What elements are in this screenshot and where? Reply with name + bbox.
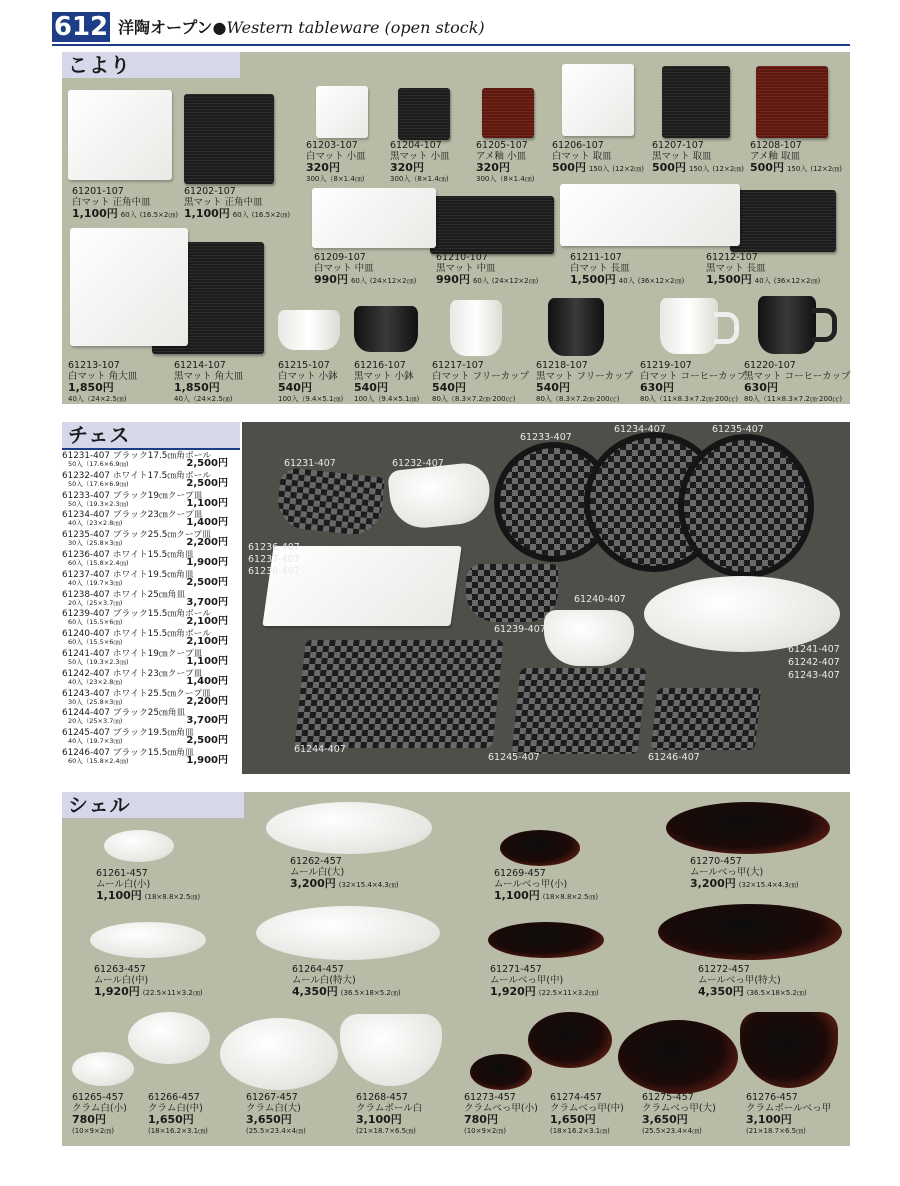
chess-list-code: 61241-407 (62, 649, 110, 659)
photo-label-61242: 61242-407 (788, 657, 840, 668)
product-image-61213 (70, 228, 188, 346)
chess-list-row (62, 531, 228, 547)
product-image-61208 (756, 66, 828, 138)
caption-61213: 61213-107 白マット 角大皿 1,850円 40入（24×2.5㎝) (68, 360, 138, 403)
chess-list-code: 61237-407 (62, 569, 110, 580)
photo-label-61237: 61237-407 (248, 554, 300, 565)
photo-label-61236: 61236-407 (248, 542, 300, 553)
chess-list-code: 61246-407 (62, 748, 110, 758)
header-rule (52, 44, 850, 46)
chess-list-row (62, 749, 228, 765)
product-image-61219 (660, 298, 718, 354)
chess-list-qty: 40入（23×2.8㎝) (68, 677, 123, 686)
chess-list-code: 61245-407 (62, 728, 110, 739)
product-image-61273 (470, 1054, 532, 1090)
chess-list-code: 61243-407 (62, 688, 110, 699)
product-image-61272 (658, 904, 842, 960)
caption-61212: 61212-107 黒マット 長皿 1,500円 40入 (36×12×2㎝) (706, 252, 821, 286)
caption-61273: 61273-457 クラムべっ甲(小) 780円 (10×9×2㎝) (464, 1092, 538, 1135)
chess-list-name: ブラック15.5㎝角皿 (112, 748, 194, 758)
caption-61274: 61274-457 クラムべっ甲(中) 1,650円 (18×16.2×3.1㎝) (550, 1092, 624, 1135)
caption-61263: 61263-457 ムール白(中) 1,920円 (22.5×11×3.2㎝) (94, 964, 203, 998)
chess-list-name: ブラック15.5㎝角ボール (112, 609, 212, 620)
chess-list-qty: 40入（23×2.8㎝) (68, 519, 123, 528)
chess-list-price: 2,500円 (186, 477, 228, 489)
chess-list-qty: 50入（17.6×6.9㎝) (68, 479, 129, 488)
caption-61204: 61204-107 黒マット 小皿 320円 300入（8×1.4㎝) (390, 140, 450, 183)
caption-61202: 61202-107 黒マット 正角中皿 1,100円 60入 (16.5×2㎝) (184, 186, 291, 220)
photo-label-61241: 61241-407 (788, 644, 840, 655)
product-image-61271 (488, 922, 604, 958)
caption-61207: 61207-107 黒マット 取皿 500円 150入 (12×2㎝) (652, 140, 745, 174)
chess-list-qty: 60入（15.5×6㎝) (68, 618, 123, 627)
chess-list-price: 2,100円 (186, 636, 228, 648)
chess-list-price: 1,400円 (186, 517, 228, 529)
caption-61211: 61211-107 白マット 長皿 1,500円 40入 (36×12×2㎝) (570, 252, 685, 286)
product-image-61217 (450, 300, 502, 356)
photo-label-61235: 61235-407 (712, 424, 764, 435)
chess-title-rule (62, 448, 240, 450)
caption-61271: 61271-457 ムールべっ甲(中) 1,920円 (22.5×11×3.2㎝) (490, 964, 599, 998)
chess-list-code: 61238-407 (62, 589, 110, 600)
product-image-61275 (618, 1020, 738, 1094)
product-image-61203 (316, 86, 368, 138)
photo-label-61233: 61233-407 (520, 432, 572, 443)
photo-label-61234: 61234-407 (614, 424, 666, 435)
product-image-61274 (528, 1012, 612, 1068)
caption-61201: 61201-107 白マット 正角中皿 1,100円 60入 (16.5×2㎝) (72, 186, 179, 220)
product-image-61215 (278, 310, 340, 350)
chess-list-price: 1,900円 (186, 557, 228, 568)
page-title-jp: 洋陶オープン● (118, 18, 227, 37)
chess-list-row (62, 690, 228, 706)
caption-61268: 61268-457 クラムボール白 3,100円 (21×18.7×6.5㎝) (356, 1092, 423, 1135)
product-image-61265 (72, 1052, 134, 1086)
chess-list-code: 61236-407 (62, 550, 110, 560)
product-image-61206 (562, 64, 634, 136)
caption-61210: 61210-107 黒マット 中皿 990円 60入 (24×12×2㎝) (436, 252, 539, 286)
chess-list-price: 2,100円 (186, 616, 228, 628)
chess-list-code: 61232-407 (62, 470, 110, 481)
product-image-61267 (220, 1018, 338, 1090)
chess-list-qty: 60入（15.8×2.4㎝) (68, 559, 129, 567)
product-image-61264 (256, 906, 440, 960)
chess-list-row (62, 650, 228, 666)
chess-list-qty: 50入（19.3×2.3㎝) (68, 658, 129, 666)
chess-list-row (62, 551, 228, 567)
section-title-chess: チェス (62, 422, 240, 448)
chess-list-price: 1,100円 (186, 497, 228, 509)
chess-list-name: ホワイト15.5㎝角皿 (112, 550, 194, 560)
chess-list-row (62, 709, 228, 725)
photo-label-61240: 61240-407 (574, 594, 626, 605)
chess-list-name: ホワイト23㎝クープ皿 (112, 668, 203, 679)
chess-list-row (62, 670, 228, 686)
caption-61262: 61262-457 ムール白(大) 3,200円 (32×15.4×4.3㎝) (290, 856, 399, 890)
caption-61275: 61275-457 クラムべっ甲(大) 3,650円 (25.5×23.4×4㎝) (642, 1092, 716, 1135)
chess-list-price: 1,400円 (186, 675, 228, 687)
caption-61203: 61203-107 白マット 小皿 320円 300入（8×1.4㎝) (306, 140, 366, 183)
chess-list-name: ブラック25.5㎝クープ皿 (112, 530, 211, 541)
chess-list-price: 1,900円 (186, 755, 228, 766)
chess-list-code: 61244-407 (62, 708, 110, 719)
product-image-61246 (651, 688, 762, 750)
product-image-61205 (482, 88, 534, 138)
chess-list-price: 1,100円 (186, 656, 228, 667)
chess-list-price: 2,500円 (186, 576, 228, 588)
product-image-61266 (128, 1012, 210, 1064)
photo-label-61232: 61232-407 (392, 458, 444, 469)
chess-list-row (62, 452, 228, 468)
product-image-61245 (511, 668, 646, 754)
cup-handle-61219 (714, 312, 739, 344)
chess-list-code: 61234-407 (62, 510, 110, 521)
photo-label-61239: 61239-407 (494, 624, 546, 635)
caption-61214: 61214-107 黒マット 角大皿 1,850円 40入（24×2.5㎝) (174, 360, 244, 403)
photo-label-61246: 61246-407 (648, 752, 700, 763)
chess-list-code: 61239-407 (62, 609, 110, 620)
product-image-61239 (466, 564, 558, 622)
chess-list-row (62, 511, 228, 527)
chess-list-code: 61235-407 (62, 530, 110, 541)
chess-list-code: 61233-407 (62, 490, 110, 501)
caption-61219: 61219-107 白マット コーヒーカップ 630円 80入（11×8.3×7.2㎝·200㏄) (640, 360, 747, 403)
chess-list-qty: 40入（19.7×3㎝) (68, 737, 123, 746)
chess-list-code: 61240-407 (62, 629, 110, 640)
product-image-61262 (266, 802, 432, 854)
caption-61215: 61215-107 白マット 小鉢 540円 100入（9.4×5.1㎝) (278, 360, 344, 403)
caption-61267: 61267-457 クラム白(大) 3,650円 (25.5×23.4×4㎝) (246, 1092, 306, 1135)
chess-list-row (62, 630, 228, 646)
caption-61265: 61265-457 クラム白(小) 780円 (10×9×2㎝) (72, 1092, 127, 1135)
caption-61261: 61261-457 ムール白(小) 1,100円 (18×8.8×2.5㎝) (96, 868, 201, 902)
product-image-61218 (548, 298, 604, 356)
photo-label-61243: 61243-407 (788, 670, 840, 681)
caption-61266: 61266-457 クラム白(中) 1,650円 (18×16.2×3.1㎝) (148, 1092, 208, 1135)
caption-61272: 61272-457 ムールべっ甲(特大) 4,350円 (36.5×18×5.2㎝) (698, 964, 807, 998)
product-image-61209 (312, 188, 436, 248)
photo-label-61238: 61238-407 (248, 566, 300, 577)
caption-61205: 61205-107 アメ釉 小皿 320円 300入（8×1.4㎝) (476, 140, 535, 183)
chess-list-price: 3,700円 (186, 715, 228, 727)
page-number: 612 (53, 12, 109, 42)
product-image-61201 (68, 90, 172, 180)
chess-list-name: ホワイト15.5㎝角ボール (112, 629, 212, 640)
chess-list-row (62, 591, 228, 607)
photo-label-61245: 61245-407 (488, 752, 540, 763)
chess-list-row (62, 729, 228, 745)
product-image-61202 (184, 94, 274, 184)
product-image-61204 (398, 88, 450, 140)
page-title (118, 15, 485, 38)
chess-list-code: 61231-407 (62, 451, 110, 461)
caption-61208: 61208-107 アメ釉 取皿 500円 150入 (12×2㎝) (750, 140, 843, 174)
section-title-koyori: こより (62, 52, 240, 78)
caption-61209: 61209-107 白マット 中皿 990円 60入 (24×12×2㎝) (314, 252, 417, 286)
chess-list-name: ブラック23㎝クープ皿 (112, 510, 203, 521)
chess-list-qty: 50入（17.6×6.9㎝) (68, 460, 129, 468)
product-image-61235 (684, 440, 808, 572)
product-image-61212 (730, 190, 836, 252)
caption-61217: 61217-107 白マット フリーカップ 540円 80入（8.3×7.2㎝·200㏄) (432, 360, 529, 403)
chess-list-name: ブラック19㎝クープ皿 (112, 490, 203, 501)
product-image-61261 (104, 830, 174, 862)
chess-list-price: 2,200円 (186, 537, 228, 549)
chess-list-row (62, 492, 228, 508)
chess-list-name: ホワイト19.5㎝角皿 (112, 569, 194, 580)
chess-list-name: ホワイト25.5㎝クープ皿 (112, 688, 211, 699)
chess-list-qty: 40入（19.7×3㎝) (68, 578, 123, 587)
page-title-en: Western tableware (open stock) (226, 18, 485, 37)
caption-61220: 61220-107 黒マット コーヒーカップ 630円 80入（11×8.3×7.2㎝·200㏄) (744, 360, 851, 403)
chess-list-price: 2,200円 (186, 695, 228, 707)
caption-61264: 61264-457 ムール白(特大) 4,350円 (36.5×18×5.2㎝) (292, 964, 401, 998)
chess-list-qty: 60入（15.5×6㎝) (68, 638, 123, 647)
chess-list-name: ホワイト17.5㎝角ボール (112, 470, 212, 481)
cup-handle-61220 (812, 308, 837, 342)
section-title-shell: シェル (62, 792, 244, 818)
photo-label-61231: 61231-407 (284, 458, 336, 469)
product-image-61269 (500, 830, 580, 866)
chess-list-row (62, 472, 228, 488)
chess-list-name: ブラック25㎝角皿 (112, 708, 186, 719)
product-image-61241-61243 (644, 576, 840, 652)
photo-label-61244: 61244-407 (294, 744, 346, 755)
chess-list-price: 3,700円 (186, 596, 228, 608)
chess-list-qty: 60入（15.8×2.4㎝) (68, 757, 129, 765)
chess-list-qty: 30入（25.8×3㎝) (68, 697, 123, 706)
product-image-61211 (560, 184, 740, 246)
caption-61270: 61270-457 ムールべっ甲(大) 3,200円 (32×15.4×4.3㎝) (690, 856, 799, 890)
chess-list-qty: 20入（25×3.7㎝) (68, 717, 123, 726)
chess-list-price: 2,500円 (186, 458, 228, 469)
caption-61276: 61276-457 クラムボールべっ甲 3,100円 (21×18.7×6.5㎝) (746, 1092, 832, 1135)
product-image-61263 (90, 922, 206, 958)
caption-61206: 61206-107 白マット 取皿 500円 150入 (12×2㎝) (552, 140, 645, 174)
product-image-61270 (666, 802, 830, 854)
chess-list-name: ブラック17.5㎝角ボール (112, 451, 212, 461)
chess-list-code: 61242-407 (62, 668, 110, 679)
caption-61269: 61269-457 ムールべっ甲(小) 1,100円 (18×8.8×2.5㎝) (494, 868, 599, 902)
caption-61218: 61218-107 黒マット フリーカップ 540円 80入（8.3×7.2㎝·200㏄) (536, 360, 633, 403)
chess-list-qty: 20入（25×3.7㎝) (68, 598, 123, 607)
product-image-61220 (758, 296, 816, 354)
chess-list-name: ホワイト25㎝角皿 (112, 589, 186, 600)
chess-list-qty: 30入（25.8×3㎝) (68, 539, 123, 548)
chess-list-price: 2,500円 (186, 735, 228, 747)
product-image-61240 (544, 610, 634, 666)
product-image-61244 (294, 640, 503, 748)
chess-list-row (62, 610, 228, 626)
chess-list-qty: 50入（19.3×2.3㎝) (68, 499, 129, 508)
caption-61216: 61216-107 黒マット 小鉢 540円 100入（9.4×5.1㎝) (354, 360, 420, 403)
product-image-61216 (354, 306, 418, 352)
product-image-61207 (662, 66, 730, 138)
chess-list-name: ブラック19.5㎝角皿 (112, 728, 194, 739)
product-image-61210 (430, 196, 554, 254)
chess-list-row (62, 571, 228, 587)
chess-list-name: ホワイト19㎝クープ皿 (112, 649, 203, 659)
